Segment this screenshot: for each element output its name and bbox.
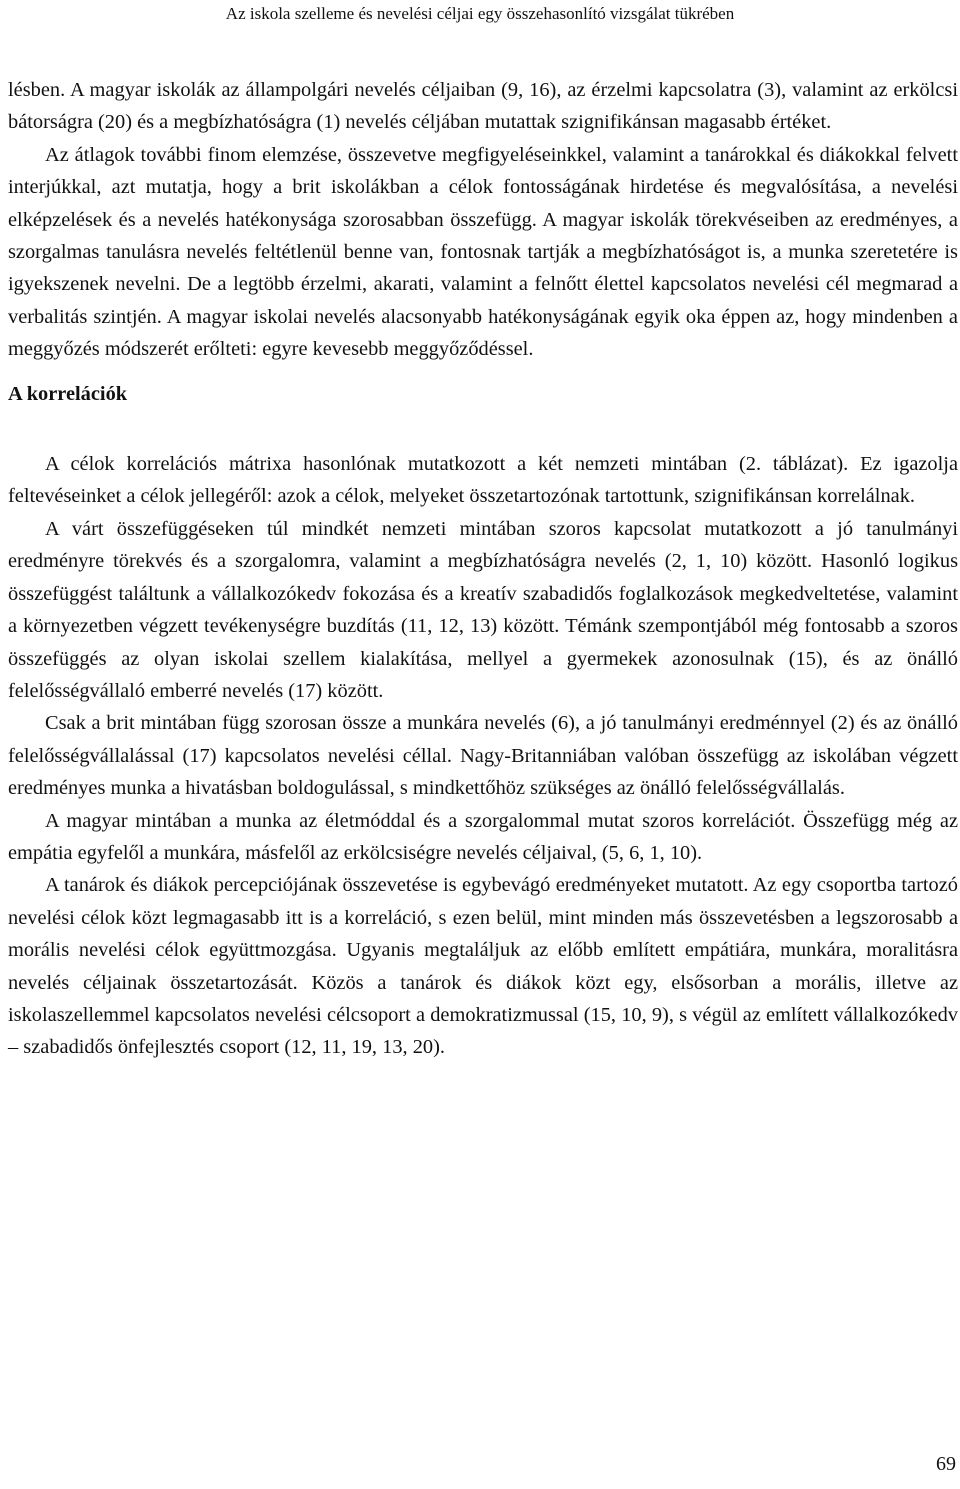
body-paragraph: lésben. A magyar iskolák az állampolgári nevelés céljaiban (9, 16), az érzelmi kapcsolatra (3), valamint az erkölcsi bátorságra (20) és a megbízhatóságra (1) nevelés céljában mutattak szignifikánsan magasabb értéket. — [8, 79, 958, 134]
running-header: Az iskola szelleme és nevelési céljai egy összehasonlító vizsgálat tükrében — [225, 4, 735, 23]
body-paragraph: Csak a brit mintában függ szorosan össze a munkára nevelés (6), a jó tanulmányi eredménnyel (2) és az önálló felelősségvállalással (17) kapcsolatos nevelési céllal. Nagy-Britanniában valóban összefügg az iskolában végzett eredményes munka a hivatásban boldogulással, s mindkettőhöz szükséges az önálló felelősségvállalás. — [8, 712, 958, 800]
body-paragraph: Az átlagok további finom elemzése, összevetve megfigyeléseinkkel, valamint a tanárokkal és diákokkal felvett interjúkkal, azt mutatja, hogy a brit iskolákban a célok fontosságának hirdetése és megvalósítása, a nevelési elképzelések és a nevelés hatékonysága szorosabban összefügg. A magyar iskolák törekvéseiben az eredményes, a szorgalmas tanulásra nevelés feltétlenül benne van, fontosnak tartják a megbízhatóságot is, a munka szeretetére is igyekszenek nevelni. De a legtöbb érzelmi, akarati, valamint a felnőtt élettel kapcsolatos nevelési cél megmarad a verbalitás szintjén. A magyar iskolai nevelés alacsonyabb hatékonyságának egyik oka éppen az, hogy mindenben a meggyőzés módszerét erőlteti: egyre kevesebb meggyőződéssel. — [8, 143, 958, 361]
section-heading: A korrelációk — [8, 382, 128, 405]
heading-spacer — [8, 410, 958, 448]
body-paragraph: A várt összefüggéseken túl mindkét nemzeti mintában szoros kapcsolat mutatkozott a jó tanulmányi eredményre törekvés és a szorgalomra, valamint a megbízhatóságra nevelés (2, 1, 10) között. Hasonló logikus összefüggést találtunk a vállalkozókedv fokozása és a kreatív szabadidős foglalkozások megkedveltetése, valamint a környezetben végzett tevékenységre buzdítás (11, 12, 13) között. Témánk szempontjából még fontosabb a szoros összefüggés az olyan iskolai szellem kialakítása, mellyel a gyermekek azonosulnak (15), és az önálló felelősségvállaló emberré nevelés (17) között. — [8, 517, 958, 702]
body-paragraph: A tanárok és diákok percepciójának összevetése is egybevágó eredményeket mutatott. Az egy csoportba tartozó nevelési célok közt legmagasabb itt is a korreláció, s ezen belül, mint minden más összevetésben a legszorosabb a morális nevelési célok együttmozgása. Ugyanis megtaláljuk az előbb említett empátiára, munkára, moralitásra nevelés céljainak összetartozását. Közös a tanárok és diákok közt egy, elsősorban a morális, illetve az iskolaszellemmel kapcsolatos nevelési célcsoport a demokratizmussal (15, 10, 9), s végül az említett vállalkozókedv – szabadidős önfejlesztés csoport (12, 11, 19, 13, 20). — [8, 874, 958, 1059]
body-paragraph: A magyar mintában a munka az életmóddal és a szorgalommal mutat szoros korrelációt. Összefügg még az empátia egyfelől a munkára, másfelől az erkölcsiségre nevelés céljaival, (5, 6, 1, 10). — [8, 809, 958, 864]
page-body — [8, 74, 958, 1064]
body-paragraph: A célok korrelációs mátrixa hasonlónak mutatkozott a két nemzeti mintában (2. táblázat). Ez igazolja feltevéseinket a célok jellegéről: azok a célok, melyeket összetartozónak tartottunk, szignifikánsan korrelálnak. — [8, 453, 958, 508]
page-number: 69 — [936, 1453, 956, 1475]
